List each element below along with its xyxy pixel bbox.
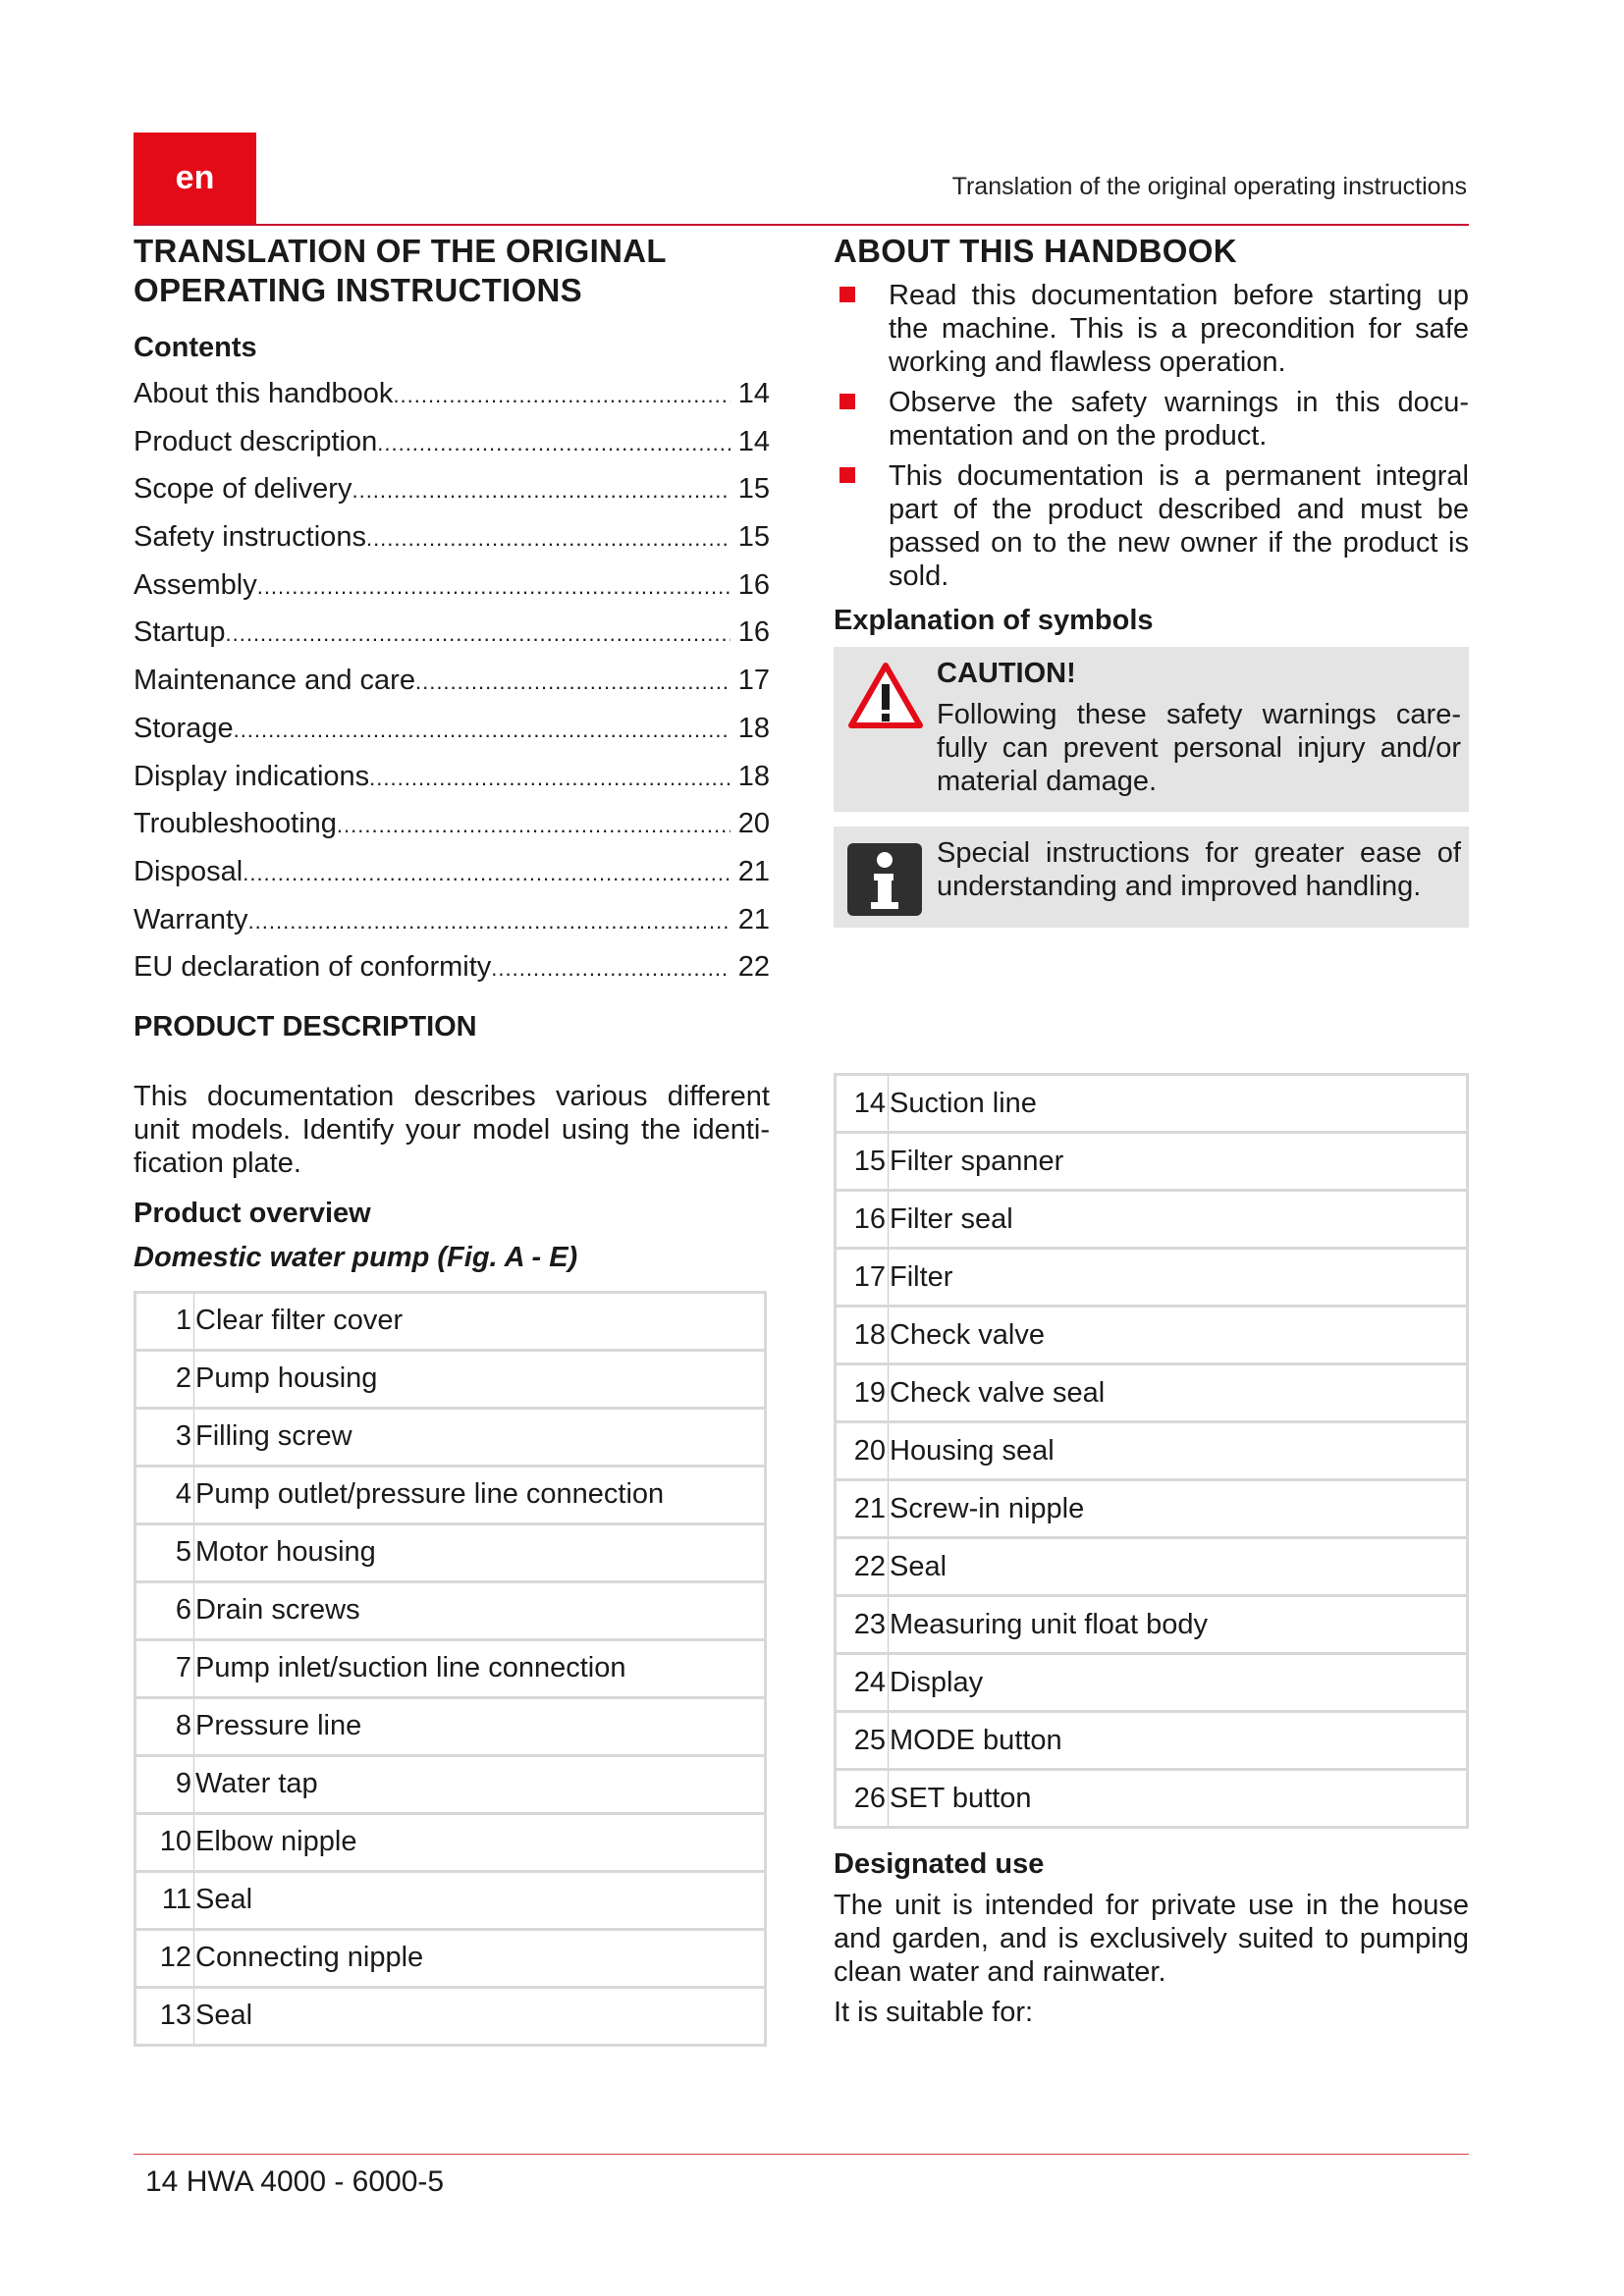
table-row: 16 Filter seal [836,1191,1468,1249]
table-row: 12 Connecting nipple [135,1929,766,1987]
main-title-line1: TRANSLATION OF THE ORIGINAL [134,233,667,269]
table-row: 10 Elbow nipple [135,1813,766,1871]
list-item: This documentation is a permanent integral part of the product described and must be passed on to the new owner if the product is sold. [834,459,1469,593]
product-description-heading: PRODUCT DESCRIPTION [134,1010,477,1042]
parts-table-right [834,1073,1469,1829]
table-row: 5 Motor housing [135,1523,766,1581]
table-row: 4 Pump outlet/pressure line connection [135,1466,766,1523]
symbols-heading: Explanation of symbols [834,605,1154,636]
table-row: 9 Water tap [135,1755,766,1813]
domestic-pump-heading: Domestic water pump (Fig. A - E) [134,1241,578,1273]
table-row: 7 Pump inlet/suction line connection [135,1639,766,1697]
table-row: 19 Check valve seal [836,1364,1468,1422]
parts-table-left [134,1291,767,2047]
designated-use-text: The unit is intended for private use in the house and garden, and is exclusively suited to pumping clean water and rainwater. [834,1890,1469,1988]
table-row: 23 Measuring unit float body [836,1596,1468,1654]
table-row: 17 Filter [836,1249,1468,1307]
toc-entry[interactable]: Display indications ..... 18 [134,753,770,801]
header-rule [134,224,1469,226]
table-row: 3 Filling screw [135,1408,766,1466]
caution-box [834,647,1469,812]
table-row: 11 Seal [135,1871,766,1929]
table-of-contents [134,370,770,991]
caution-text: Following these safety warnings care-fully can prevent personal injury and/or material damage. [937,699,1461,797]
toc-entry[interactable]: Product description ..... 14 [134,418,770,466]
table-row: 1 Clear filter cover [135,1292,766,1350]
table-row: 2 Pump housing [135,1350,766,1408]
info-icon [847,843,922,921]
contents-heading: Contents [134,332,257,363]
table-row: 18 Check valve [836,1307,1468,1364]
info-box [834,827,1469,928]
warning-triangle-icon [847,661,924,736]
main-title-line2: OPERATING INSTRUCTIONS [134,272,582,308]
main-title [134,232,770,310]
right-column [834,232,1469,2029]
bullet-square-icon [839,394,855,409]
table-row: 6 Drain screws [135,1581,766,1639]
footer-rule [134,2154,1469,2155]
table-row: 14 Suction line [836,1075,1468,1133]
info-text: Special instructions for greater ease of understanding and improved handling. [937,837,1461,902]
caution-title: CAUTION! [937,658,1076,689]
table-row: 24 Display [836,1654,1468,1712]
bullet-square-icon [839,287,855,302]
toc-entry[interactable]: Troubleshooting ..... 20 [134,800,770,848]
toc-entry[interactable]: Assembly ..... 16 [134,561,770,610]
about-handbook-heading: ABOUT THIS HANDBOOK [834,233,1237,269]
table-row: 13 Seal [135,1987,766,2045]
language-tab: en [134,133,256,224]
handbook-bullets [834,279,1469,593]
header-title: Translation of the original operating instructions [951,173,1467,200]
bullet-square-icon [839,467,855,483]
footer-page-label: 14 HWA 4000 - 6000-5 [145,2165,445,2198]
toc-entry[interactable]: Safety instructions ..... 15 [134,513,770,561]
designated-use-heading: Designated use [834,1848,1045,1880]
toc-entry[interactable]: About this handbook ..... 14 [134,370,770,418]
toc-entry[interactable]: Startup ..... 16 [134,609,770,657]
caution-content [937,657,1461,798]
product-description-text: This documentation describes various different unit models. Identify your model using the identi-fication plate. [134,1080,770,1179]
table-row: 25 MODE button [836,1712,1468,1770]
table-row: 21 Screw-in nipple [836,1480,1468,1538]
toc-entry[interactable]: Disposal ..... 21 [134,848,770,896]
list-item: Read this documentation before starting up the machine. This is a precondition for safe working and flawless operation. [834,279,1469,379]
table-row: 8 Pressure line [135,1697,766,1755]
suitable-for-text: It is suitable for: [834,1997,1034,2028]
table-row: 26 SET button [836,1770,1468,1828]
toc-entry[interactable]: Scope of delivery ..... 15 [134,465,770,513]
toc-entry[interactable]: Maintenance and care ..... 17 [134,657,770,705]
toc-entry[interactable]: Warranty ..... 21 [134,896,770,944]
left-column [134,232,770,2047]
product-overview-heading: Product overview [134,1197,371,1229]
toc-entry[interactable]: Storage ..... 18 [134,705,770,753]
toc-entry[interactable]: EU declaration of conformity ..... 22 [134,943,770,991]
table-row: 15 Filter spanner [836,1133,1468,1191]
table-row: 20 Housing seal [836,1422,1468,1480]
list-item: Observe the safety warnings in this docu-mentation and on the product. [834,386,1469,453]
table-row: 22 Seal [836,1538,1468,1596]
